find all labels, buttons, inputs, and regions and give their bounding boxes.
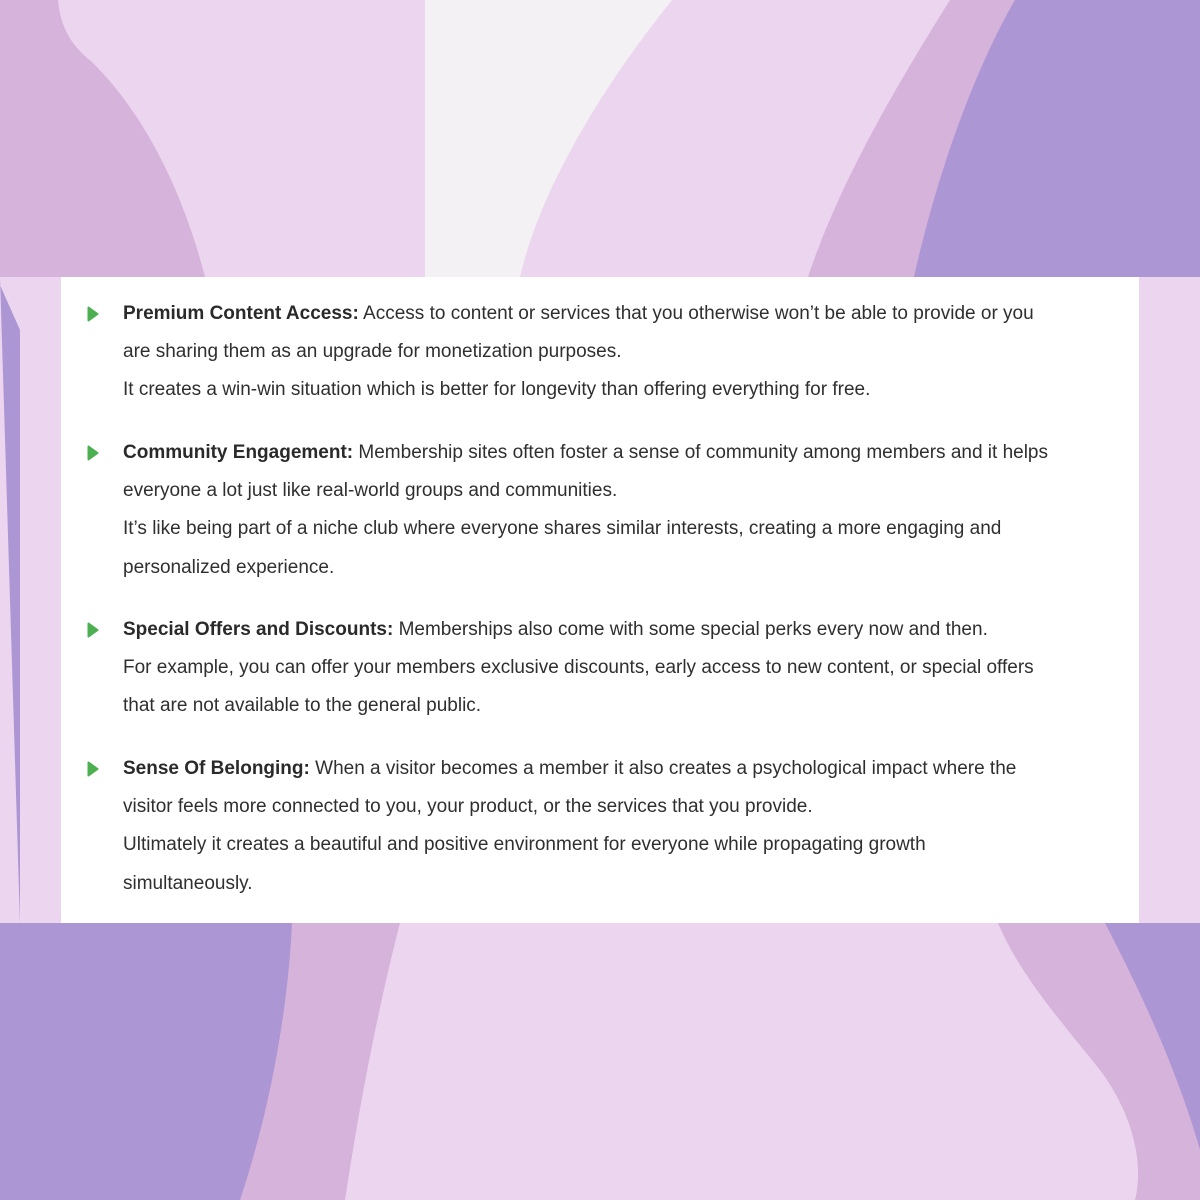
item-line: that are not available to the general public. [123,695,482,717]
item-line: Membership sites often foster a sense of community among members and it helps [358,442,1049,463]
item-line: It creates a win-win situation which is better for longevity than offering everything for free. [123,379,871,401]
item-heading: Premium Content Access: [123,303,359,324]
item-line: When a visitor becomes a member it also creates a psychological impact where the [315,758,1017,779]
list-item-text [123,611,1123,726]
item-line: It’s like being part of a niche club where everyone shares similar interests, creating a more engaging and [123,518,1002,540]
play-arrow-icon [87,306,99,322]
item-heading: Special Offers and Discounts: [123,619,394,640]
item-line: visitor feels more connected to you, your product, or the services that you provide. [123,796,813,818]
item-line: are sharing them as an upgrade for monetization purposes. [123,341,622,363]
item-line: simultaneously. [123,872,253,894]
list-item-text [123,750,1123,903]
play-arrow-icon [87,622,99,638]
item-line: For example, you can offer your members exclusive discounts, early access to new content, or special offers [123,657,1034,679]
play-arrow-icon [87,761,99,777]
item-line: Ultimately it creates a beautiful and positive environment for everyone while propagating growth [123,834,926,856]
first-line [123,295,1123,333]
item-line: everyone a lot just like real-world groups and communities. [123,480,618,502]
item-line: personalized experience. [123,556,335,578]
play-arrow-icon [87,445,99,461]
item-line: Access to content or services that you otherwise won’t be able to provide or you [363,303,1034,324]
item-heading: Sense Of Belonging: [123,758,310,779]
item-heading: Community Engagement: [123,442,354,463]
item-line: Memberships also come with some special perks every now and then. [398,619,988,640]
first-line [123,611,1123,649]
bottom-left-violet-shape [0,923,292,1200]
content-card [61,277,1139,923]
first-line [123,750,1123,788]
list-item-text [123,295,1123,410]
first-line [123,434,1123,472]
list-item-text [123,434,1123,587]
